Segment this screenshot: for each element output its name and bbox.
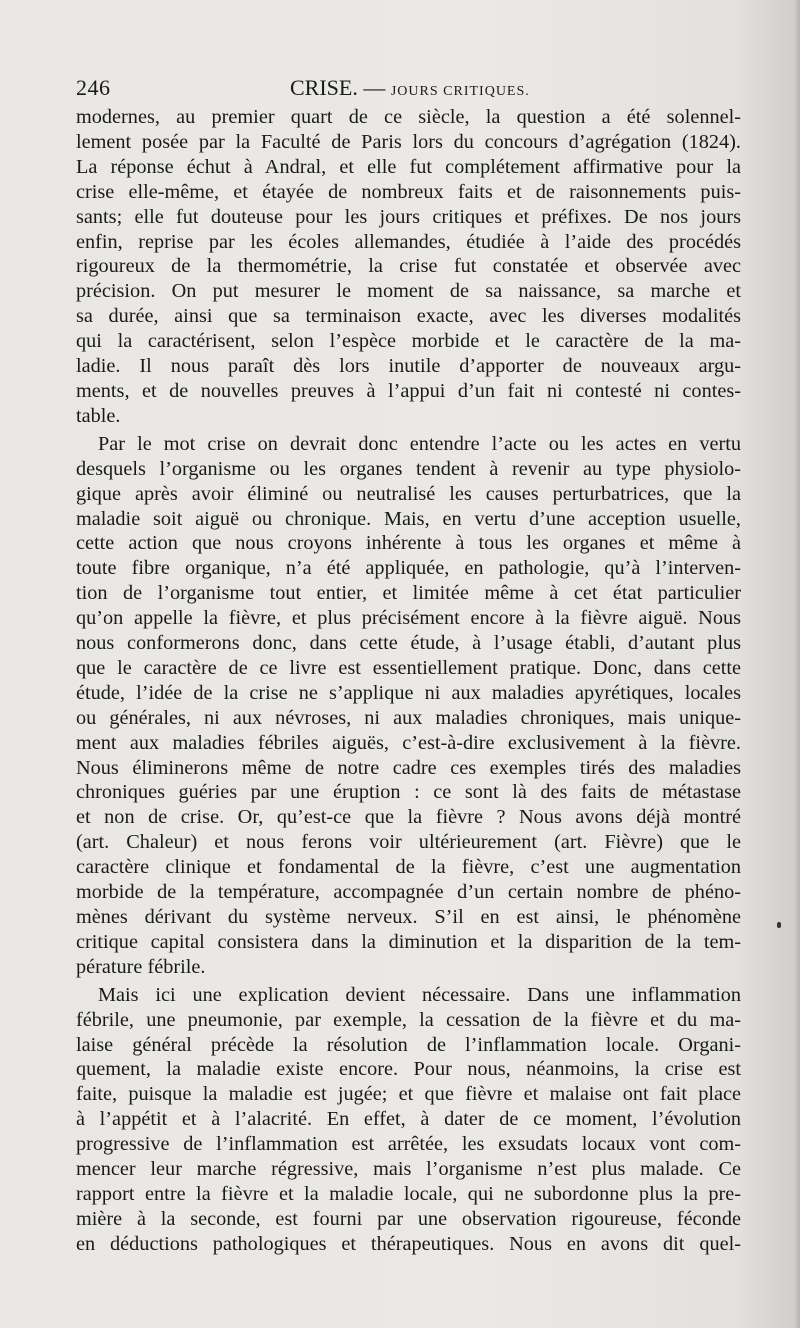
- text-line: crise elle-même, et étayée de nombreux faits et de raisonnements puis-: [76, 180, 741, 203]
- text-line: cette action que nous croyons inhérente à tous les organes et même à: [76, 532, 741, 555]
- text-line: rapport entre la fièvre et la maladie locale, qui ne subordonne plus la pre-: [76, 1182, 741, 1205]
- running-head-separator: —: [363, 75, 386, 100]
- text-line: que le caractère de ce livre est essentiellement pratique. Donc, dans cette: [76, 656, 741, 679]
- text-line: tion de l’organisme tout entier, et limitée même à cet état particulier: [76, 582, 741, 605]
- paragraph-1: [76, 105, 741, 429]
- running-head: [290, 72, 530, 108]
- text-line: et non de crise. Or, qu’est-ce que la fièvre ? Nous avons déjà montré: [76, 806, 741, 829]
- text-line: ment aux maladies fébriles aiguës, c’est-à-dire exclusivement à la fièvre.: [76, 731, 741, 754]
- text-line: critique capital consistera dans la diminution et la disparition de la tem-: [76, 930, 741, 953]
- text-line: mencer leur marche régressive, mais l’organisme n’est plus malade. Ce: [76, 1158, 741, 1181]
- text-line: gique après avoir éliminé ou neutralisé les causes perturbatrices, que la: [76, 482, 741, 505]
- text-line: ou générales, ni aux névroses, ni aux maladies chroniques, mais unique-: [76, 706, 741, 729]
- text-line: ments, et de nouvelles preuves à l’appui d’un fait ni contesté ni contes-: [76, 379, 741, 402]
- text-line: La réponse échut à Andral, et elle fut complétement affirmative pour la: [76, 155, 741, 178]
- body-text: [76, 105, 741, 1257]
- text-line: qui la caractérisent, selon l’espèce morbide et le caractère de la ma-: [76, 330, 741, 353]
- text-line: rigoureux de la thermométrie, la crise fut constatée et observée avec: [76, 255, 741, 278]
- text-line: à l’appétit et à l’alacrité. En effet, à dater de ce moment, l’évolution: [76, 1108, 741, 1131]
- text-line: chroniques guéries par une éruption : ce sont là des faits de métastase: [76, 781, 741, 804]
- text-line: sa durée, ainsi que sa terminaison exacte, avec les diverses modalités: [76, 305, 741, 328]
- running-head-title: CRISE.: [290, 75, 358, 100]
- text-line: mière à la seconde, est fourni par une observation rigoureuse, féconde: [76, 1207, 741, 1230]
- page-number: 246: [76, 75, 111, 100]
- paragraph-2: [76, 432, 741, 980]
- text-line: progressive de l’inflammation est arrêtée, les exsudats locaux vont com-: [76, 1133, 741, 1156]
- text-line: enfin, reprise par les écoles allemandes, étudiée à l’aide des procédés: [76, 230, 741, 253]
- paragraph-3: [76, 983, 741, 1257]
- text-line: laise général précède la résolution de l’inflammation locale. Organi-: [76, 1033, 741, 1056]
- text-line: modernes, au premier quart de ce siècle, la question a été solennel-: [76, 106, 741, 128]
- page-header: [76, 72, 741, 104]
- page-edge-shadow: [794, 0, 800, 1328]
- text-line: sants; elle fut douteuse pour les jours critiques et préfixes. De nos jours: [76, 205, 741, 228]
- text-line: lement posée par la Faculté de Paris lors du concours d’agrégation (1824).: [76, 130, 741, 153]
- text-line: (art. Chaleur) et nous ferons voir ultérieurement (art. Fièvre) que le: [76, 831, 741, 854]
- text-line: faite, puisque la maladie est jugée; et que fièvre et malaise ont fait place: [76, 1083, 741, 1106]
- text-line: caractère clinique et fondamental de la fièvre, c’est une augmentation: [76, 856, 741, 879]
- text-line: fébrile, une pneumonie, par exemple, la cessation de la fièvre et du ma-: [76, 1008, 741, 1031]
- text-line: étude, l’idée de la crise ne s’applique ni aux maladies apyrétiques, locales: [76, 681, 741, 704]
- text-line: ladie. Il nous paraît dès lors inutile d’apporter de nouveaux argu-: [76, 355, 741, 378]
- text-line: précision. On put mesurer le moment de sa naissance, sa marche et: [76, 280, 741, 303]
- text-line: en déductions pathologiques et thérapeutiques. Nous en avons dit quel-: [76, 1232, 741, 1255]
- text-line: nous conformerons donc, dans cette étude, à l’usage établi, d’autant plus: [76, 632, 741, 655]
- text-line: toute fibre organique, n’a été appliquée, en pathologie, qu’à l’interven-: [76, 557, 741, 580]
- text-line: table.: [76, 404, 121, 427]
- text-line: mènes dérivant du système nerveux. S’il en est ainsi, le phénomène: [76, 906, 741, 928]
- text-line: quement, la maladie existe encore. Pour nous, néanmoins, la crise est: [76, 1058, 741, 1081]
- text-line: Par le mot crise on devrait donc entendre l’acte ou les actes en vertu: [98, 432, 741, 455]
- text-line: Nous éliminerons même de notre cadre ces exemples tirés des maladies: [76, 756, 741, 779]
- text-line: pérature fébrile.: [76, 955, 206, 978]
- margin-mark: [777, 922, 781, 928]
- text-line: Mais ici une explication devient nécessaire. Dans une inflammation: [98, 983, 741, 1006]
- running-head-subtitle: JOURS CRITIQUES.: [390, 84, 530, 99]
- text-line: desquels l’organisme ou les organes tendent à revenir au type physiolo-: [76, 457, 741, 480]
- text-line: morbide de la température, accompagnée d’un certain nombre de phéno-: [76, 881, 741, 904]
- text-line: qu’on appelle la fièvre, et plus précisément encore à la fièvre aiguë. Nous: [76, 607, 741, 630]
- text-line: maladie soit aiguë ou chronique. Mais, en vertu d’une acception usuelle,: [76, 507, 741, 530]
